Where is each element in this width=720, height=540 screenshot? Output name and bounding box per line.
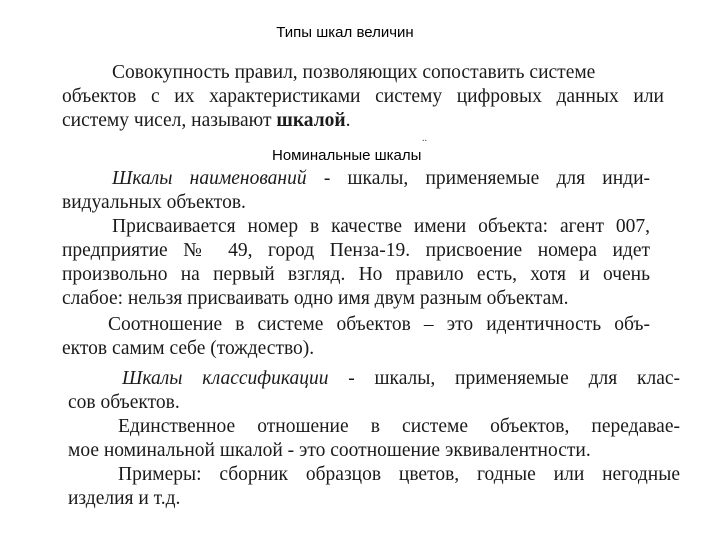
naming-p3-line-1: Соотношение в системе объектов – это идентичность объ- xyxy=(108,314,650,335)
intro-line-3-end: . xyxy=(345,110,351,131)
classification-term: Шкалы классификации xyxy=(122,368,329,389)
scale-term: шкалой xyxy=(276,110,346,131)
page-title: Типы шкал величин xyxy=(276,24,414,41)
classification-line-1 xyxy=(122,368,680,390)
naming-line-2: видуальных объектов. xyxy=(62,192,246,213)
classification-line-2: сов объектов. xyxy=(68,392,180,413)
classification-p3-line-2: изделия и т.д. xyxy=(68,488,181,509)
intro-line-3 xyxy=(62,110,351,132)
intro-line-1: Совокупность правил, позволяющих сопоставить системе xyxy=(112,62,596,83)
naming-line-1 xyxy=(112,168,650,190)
naming-p2-line-4: слабое: нельзя присваивать одно имя двум разным объектам. xyxy=(62,288,569,309)
section-title: Номинальные шкалы xyxy=(272,147,422,164)
naming-p2-line-2: предприятие № 49, город Пенза-19. присвоение номера идет xyxy=(62,240,650,261)
classification-p2-line-2: мое номинальной шкалой - это соотношение эквивалентности. xyxy=(68,440,591,461)
stray-mark: .. xyxy=(422,133,427,144)
classification-line-1-rest: - шкалы, применяемые для клас- xyxy=(328,368,680,389)
intro-line-2: объектов с их характеристиками систему цифровых данных или xyxy=(62,86,664,107)
classification-p3-line-1: Примеры: сборник образцов цветов, годные или негодные xyxy=(118,464,680,485)
naming-p2-line-1: Присваивается номер в качестве имени объекта: агент 007, xyxy=(112,216,650,237)
naming-p2-line-3: произвольно на первый взгляд. Но правило есть, хотя и очень xyxy=(62,264,650,285)
naming-line-1-rest: - шкалы, применяемые для инди- xyxy=(306,168,651,189)
intro-line-3-text: систему чисел, называют xyxy=(62,110,277,131)
classification-p2-line-1: Единственное отношение в системе объектов, передавае- xyxy=(118,416,680,437)
naming-term: Шкалы наименований xyxy=(112,168,307,189)
naming-p3-line-2: ектов самим себе (тождество). xyxy=(62,338,315,359)
